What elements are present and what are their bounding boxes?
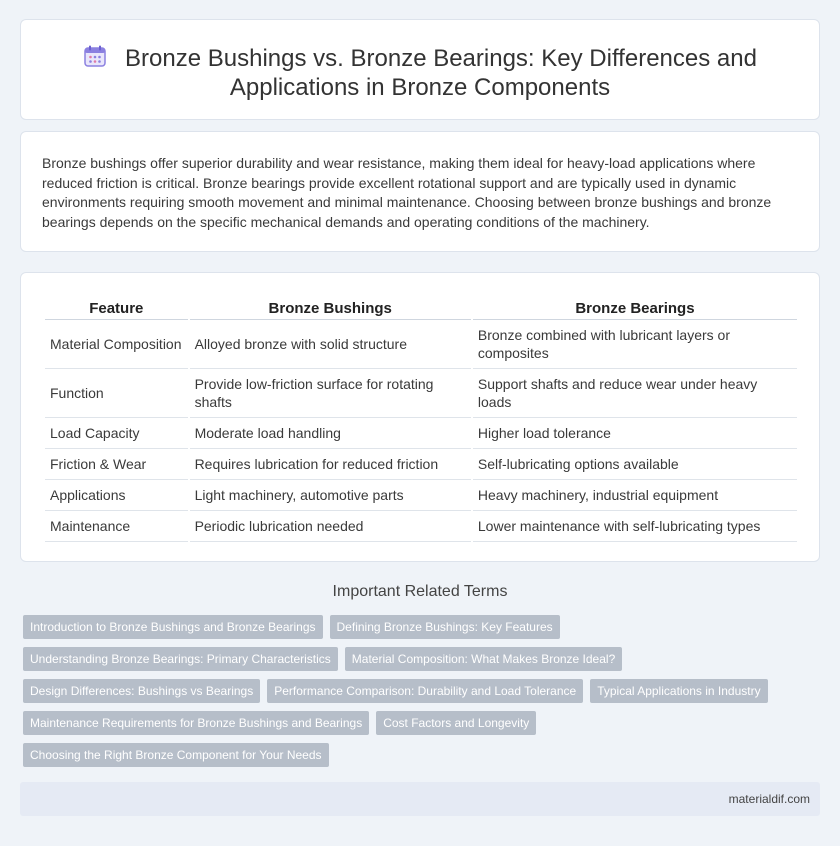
title-line-2: Applications in Bronze Components [229, 74, 611, 101]
related-term-link[interactable]: Cost Factors and Longevity [376, 711, 536, 735]
table-cell: Applications [45, 480, 188, 511]
comparison-table [43, 295, 799, 542]
table-cell: Periodic lubrication needed [190, 511, 471, 542]
related-term-link[interactable]: Defining Bronze Bushings: Key Features [330, 615, 560, 639]
table-cell: Support shafts and reduce wear under heavy loads [473, 369, 797, 418]
calendar-icon [83, 45, 107, 67]
title-card [20, 19, 820, 120]
related-term-link[interactable]: Performance Comparison: Durability and Load Tolerance [267, 679, 583, 703]
title-line-1: Bronze Bushings vs. Bronze Bearings: Key Differences and [125, 45, 757, 72]
intro-paragraph: Bronze bushings offer superior durability and wear resistance, making them ideal for heavy-load applications where reduced friction is critical. Bronze bearings provide excellent rotational support and are typically used in dynamic environments requiring smooth movement and minimal maintenance. Choosing between bronze bushings and bronze bearings depends on the specific mechanical demands and operating conditions of the machinery. [42, 155, 772, 230]
table-cell: Higher load tolerance [473, 418, 797, 449]
intro-card [20, 131, 820, 252]
header-bronze-bushings: Bronze Bushings [190, 295, 471, 320]
table-cell: Lower maintenance with self-lubricating types [473, 511, 797, 542]
table-cell: Material Composition [45, 320, 188, 369]
table-row [45, 449, 797, 480]
footer [20, 782, 820, 816]
related-term-link[interactable]: Choosing the Right Bronze Component for Your Needs [23, 743, 329, 767]
table-cell: Moderate load handling [190, 418, 471, 449]
related-terms-list [23, 615, 803, 775]
table-cell: Requires lubrication for reduced friction [190, 449, 471, 480]
table-cell: Heavy machinery, industrial equipment [473, 480, 797, 511]
related-term-link[interactable]: Understanding Bronze Bearings: Primary Characteristics [23, 647, 338, 671]
table-cell: Self-lubricating options available [473, 449, 797, 480]
table-cell: Function [45, 369, 188, 418]
table-row [45, 511, 797, 542]
footer-site-link[interactable]: materialdif.com [728, 792, 810, 806]
related-term-link[interactable]: Introduction to Bronze Bushings and Bronze Bearings [23, 615, 323, 639]
table-cell: Light machinery, automotive parts [190, 480, 471, 511]
table-cell: Provide low-friction surface for rotating shafts [190, 369, 471, 418]
table-cell: Maintenance [45, 511, 188, 542]
related-terms-heading: Important Related Terms [332, 583, 508, 600]
page-title [21, 44, 819, 102]
related-term-link[interactable]: Design Differences: Bushings vs Bearings [23, 679, 260, 703]
table-row [45, 369, 797, 418]
related-term-link[interactable]: Maintenance Requirements for Bronze Bushings and Bearings [23, 711, 369, 735]
related-term-link[interactable]: Material Composition: What Makes Bronze Ideal? [345, 647, 622, 671]
table-row [45, 320, 797, 369]
table-cell: Bronze combined with lubricant layers or composites [473, 320, 797, 369]
table-cell: Alloyed bronze with solid structure [190, 320, 471, 369]
table-row [45, 480, 797, 511]
table-cell: Load Capacity [45, 418, 188, 449]
table-row [45, 418, 797, 449]
related-term-link[interactable]: Typical Applications in Industry [590, 679, 767, 703]
header-bronze-bearings: Bronze Bearings [473, 295, 797, 320]
comparison-card [20, 272, 820, 562]
table-header-row [45, 295, 797, 320]
header-feature: Feature [45, 295, 188, 320]
table-cell: Friction & Wear [45, 449, 188, 480]
